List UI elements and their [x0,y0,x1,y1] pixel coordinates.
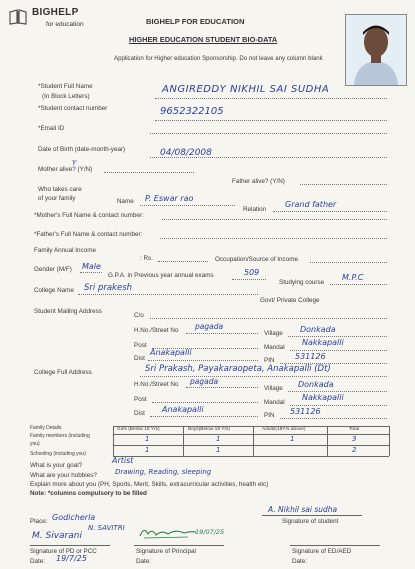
mail-post-label: Post [134,342,147,349]
place-label: Place: [30,518,48,525]
schooling-boys-value[interactable]: 1 [216,446,221,454]
course-line [330,284,387,285]
mailing-address-label: Student Mailing Address [34,308,102,315]
mail-pin-label: PIN [264,357,275,364]
mail-village-label: Village [264,330,283,337]
course-value[interactable]: M.P.C [342,273,364,282]
logo-text: BIGHELP [32,7,79,18]
mail-village-value[interactable]: Donkada [300,325,336,334]
dob-value[interactable]: 04/08/2008 [160,148,212,158]
mail-hno-label: H.No./Street No [134,327,179,334]
student-signature: A. Nikhil sai sudha [268,505,338,514]
date-label-ed: Date: [292,558,308,565]
gender-line [80,272,102,273]
who-takes-care-label: Who takes care [38,186,82,193]
relation-label: Relation [243,206,267,213]
mail-hno-value[interactable]: pagada [195,322,224,331]
college-hno-line [186,387,258,388]
full-name-line [155,98,387,99]
mail-co-label: C/o [134,312,144,319]
father-alive-line [300,184,387,185]
instruction-text: Application for Higher education Sponsorship. Do not leave any column blank [114,55,323,62]
college-post-line [152,402,258,403]
college-hno-value[interactable]: pagada [190,377,219,386]
principal-date-value: 19/07/25 [195,528,225,536]
mail-dist-line [148,360,258,361]
rs-label: : Rs. [140,255,153,262]
mother-name-label: *Mother's Full Name & contact number: [34,212,144,219]
college-address-label: College Full Address [34,369,92,376]
email-label: *Email ID [38,125,65,132]
dob-line [150,157,387,158]
college-mandal-label: Mandal [264,399,285,406]
college-name-label: College Name [34,287,74,294]
date-label-principal: Date: [136,558,152,565]
mail-mandal-line [290,350,387,351]
father-name-label: *Father's Full Name & contact number: [34,231,143,238]
full-name-value[interactable]: ANGIREDDY NIKHIL SAI SUDHA [162,84,330,95]
family-details-label: Family Details [30,425,62,431]
org-title: BIGHELP FOR EDUCATION [146,17,245,26]
caretaker-name-line [140,205,235,206]
principal-signature-label: Signature of Principal [136,548,196,555]
govt-private-label: Govt/ Private College [260,297,320,304]
college-address-value[interactable]: Sri Prakash, Payakaraopeta, Anakapalli (Dt) [145,364,331,374]
mail-village-line [288,336,387,337]
college-pin-value[interactable]: 531126 [290,407,321,416]
college-address-line [140,376,387,377]
goal-label: What is your goal? [30,462,83,469]
student-photo [345,14,407,86]
father-name-line [160,238,387,239]
mother-alive-label: Mother alive? (Y/N) [38,166,93,173]
college-name-line [78,294,258,295]
principal-signature-line [134,545,224,546]
gender-value[interactable]: Male [82,262,101,271]
college-pin-line [280,418,387,419]
college-hno-label: H.No./Street No [134,381,179,388]
logo-subtext: for education [46,21,84,28]
family-girls-value[interactable]: 1 [145,435,150,443]
mother-alive-line [104,172,194,173]
gpa-line [232,279,266,280]
mother-alive-value[interactable]: Y [72,159,77,167]
college-mandal-line [290,405,387,406]
mail-co-line [150,318,387,319]
gpa-label: G.P.A. in Previous year annual exams [108,272,214,279]
college-village-label: Village [264,385,283,392]
table-header-total: Total [349,427,360,432]
family-income-label: Family Annual Income [34,247,96,254]
college-dist-value[interactable]: Anakapalli [162,405,204,414]
place-value[interactable]: Godicherla [52,513,96,522]
college-village-value[interactable]: Donkada [298,380,334,389]
block-letters-label: (In Block Letters) [42,93,90,100]
family-members-label: Family members (including [30,433,90,439]
table-header-adults: Adults(18Yrs above) [262,427,306,432]
mail-mandal-label: Mandal [264,344,285,351]
table-header-girls: Girls (Below 18 Yrs) [117,427,160,432]
mail-mandal-value[interactable]: Nakkapalli [302,338,344,347]
form-title: HIGHER EDUCATION STUDENT BIO-DATA [129,35,278,44]
mother-name-line [162,219,387,220]
college-dist-line [150,416,258,417]
mail-dist-label: Dist [134,355,145,362]
relation-value[interactable]: Grand father [285,200,337,209]
student-signature-line [262,515,362,516]
explain-label: Explain more about you (PH, Sports, Merit, Skills, extracurricular activities, health etc) [30,481,269,488]
family-boys-value[interactable]: 1 [216,435,221,443]
student-photo-icon [346,15,406,85]
contact-value[interactable]: 9652322105 [160,106,224,117]
family-adults-value[interactable]: 1 [290,435,295,443]
relation-line [273,211,387,212]
student-signature-label: Signature of student [282,518,339,525]
schooling-total-value[interactable]: 2 [352,446,357,454]
family-you-label: you) [30,441,40,447]
caretaker-name-value[interactable]: P. Eswar rao [145,194,194,203]
schooling-girls-value[interactable]: 1 [145,446,150,454]
ed-signature-line [290,545,380,546]
pd-signature-label: Signature of PD or PCC [30,548,97,555]
pd-name-value: N. SAVITRI [88,524,125,532]
college-post-label: Post [134,396,147,403]
full-name-label: *Student Full Name [38,83,93,90]
table-header-boys: Boys(Below 18 Yrs) [188,427,231,432]
date-value[interactable]: 19/7/25 [56,554,87,563]
occupation-line [310,262,387,263]
ed-signature-label: Signature of ED/AED [292,548,352,555]
college-village-line [288,391,387,392]
mail-dist-value[interactable]: Anakapalli [150,348,192,357]
bighelp-logo [8,6,90,34]
pd-signature-line [30,545,110,546]
of-family-label: of your family [38,195,76,202]
principal-signature-icon [138,524,198,540]
dob-label: Date of Birth (date-month-year) [38,146,126,153]
schooling-label: Schooling (including you) [30,451,86,457]
email-line [150,133,387,134]
occupation-label: Occupation/Source of Income [215,256,298,263]
hobbies-label: What are your hobbies? [30,472,97,479]
income-line [158,261,208,262]
studying-course-label: Studying course [279,279,325,286]
date-label-pd: Date: [30,558,46,565]
contact-line [155,120,387,121]
caretaker-name-label: Name [117,198,134,205]
goal-value[interactable]: Artist [112,456,134,465]
college-pin-label: PIN [264,412,275,419]
college-mandal-value[interactable]: Nakkapalli [302,393,344,402]
pd-signature: M. Sivarani [32,531,82,541]
contact-label: *Student contact number [38,105,108,112]
college-dist-label: Dist [134,410,145,417]
family-total-value[interactable]: 3 [352,435,357,443]
mail-pin-value[interactable]: 531126 [295,352,326,361]
hobbies-value[interactable]: Drawing, Reading, sleeping [115,468,212,476]
gender-label: Gender (M/F) [34,266,72,273]
father-alive-label: Father alive? (Y/N) [232,178,285,185]
book-icon [8,8,28,26]
mail-hno-line [186,333,258,334]
note-label: Note: *columns compulsory to be filled [30,490,147,497]
college-name-value[interactable]: Sri prakesh [84,283,133,293]
gpa-value[interactable]: 509 [244,268,260,277]
